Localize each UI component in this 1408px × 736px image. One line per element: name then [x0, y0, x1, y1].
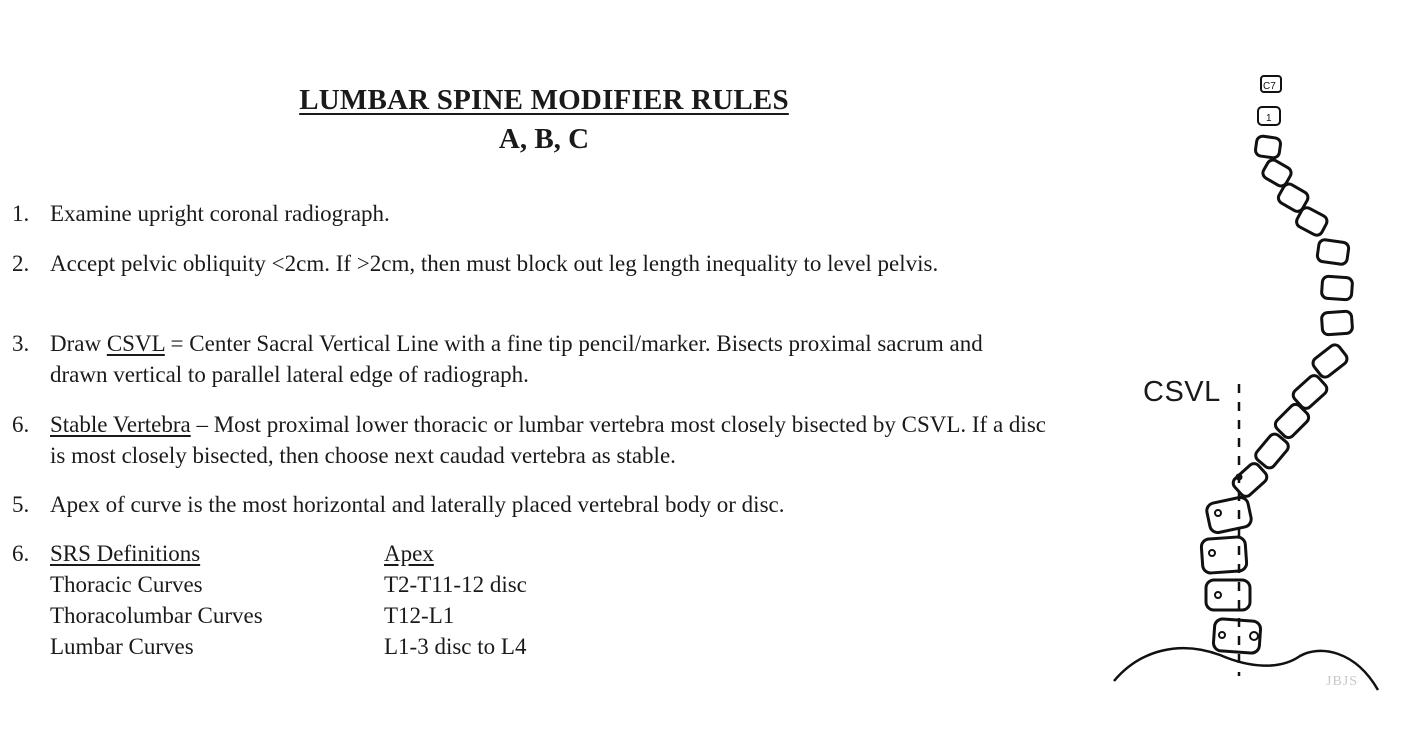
curve-name: Lumbar Curves [50, 634, 194, 659]
rule-text: Examine upright coronal radiograph. [50, 201, 390, 226]
spine-diagram [1100, 60, 1400, 710]
rule-4 [12, 409, 1052, 471]
rule-number: 3. [12, 331, 30, 356]
rule-number: 2. [12, 251, 30, 276]
vertebra [1317, 239, 1350, 265]
vertebra [1231, 461, 1270, 499]
csvl-label: CSVL [1143, 376, 1221, 408]
rule-text: – Most proximal lower thoracic or lumbar vertebra most closely bisected by CSVL. If a disc is most closely bisected, then choose next caudad vertebra as stable. [50, 412, 1046, 468]
vertebra [1321, 276, 1352, 300]
lumbar-vertebra [1205, 496, 1252, 534]
definitions-header-right: Apex [384, 541, 434, 566]
rule-text: = Center Sacral Vertical Line with a fine tip pencil/marker. Bisects proximal sacrum and drawn vertical to parallel lateral edge of radiograph. [50, 331, 983, 387]
curve-apex: T12-L1 [384, 603, 455, 628]
document-title: LUMBAR SPINE MODIFIER RULES [299, 84, 789, 116]
rule-text: Apex of curve is the most horizontal and laterally placed vertebral body or disc. [50, 492, 785, 517]
rule-body [50, 328, 1022, 390]
rule-number: 6. [12, 412, 30, 437]
curve-name: Thoracic Curves [50, 572, 203, 597]
curve-name: Thoracolumbar Curves [50, 603, 263, 628]
curve-apex: L1-3 disc to L4 [384, 634, 527, 659]
rule-number: 6. [12, 541, 30, 566]
rule-term: CSVL [106, 331, 165, 356]
rule-1 [12, 198, 390, 229]
definitions-table [50, 538, 1052, 662]
rule-number: 5. [12, 492, 30, 517]
rule-2 [12, 248, 1012, 279]
rule-number: 1. [12, 201, 30, 226]
journal-watermark: JBJS [1326, 674, 1359, 689]
rule-5 [12, 489, 1052, 520]
rule-6-definitions [12, 538, 1052, 662]
vertebra [1321, 311, 1352, 335]
rule-prefix: Draw [50, 331, 107, 356]
lumbar-vertebra [1206, 580, 1250, 610]
definitions-header-left: SRS Definitions [50, 541, 201, 566]
rule-3 [12, 328, 1022, 390]
vertebra-c7-label: C7 [1263, 81, 1276, 92]
vertebra [1255, 135, 1282, 158]
rule-term: Stable Vertebra [50, 412, 191, 437]
title-block [270, 84, 818, 156]
curve-apex: T2-T11-12 disc [384, 572, 527, 597]
rule-body [50, 409, 1052, 471]
vertebra [1311, 342, 1350, 379]
rule-text: Accept pelvic obliquity <2cm. If >2cm, then must block out leg length inequality to level pelvis. [50, 251, 939, 276]
document-subtitle: A, B, C [498, 123, 590, 155]
vertebra-t1-label: 1 [1266, 113, 1272, 124]
